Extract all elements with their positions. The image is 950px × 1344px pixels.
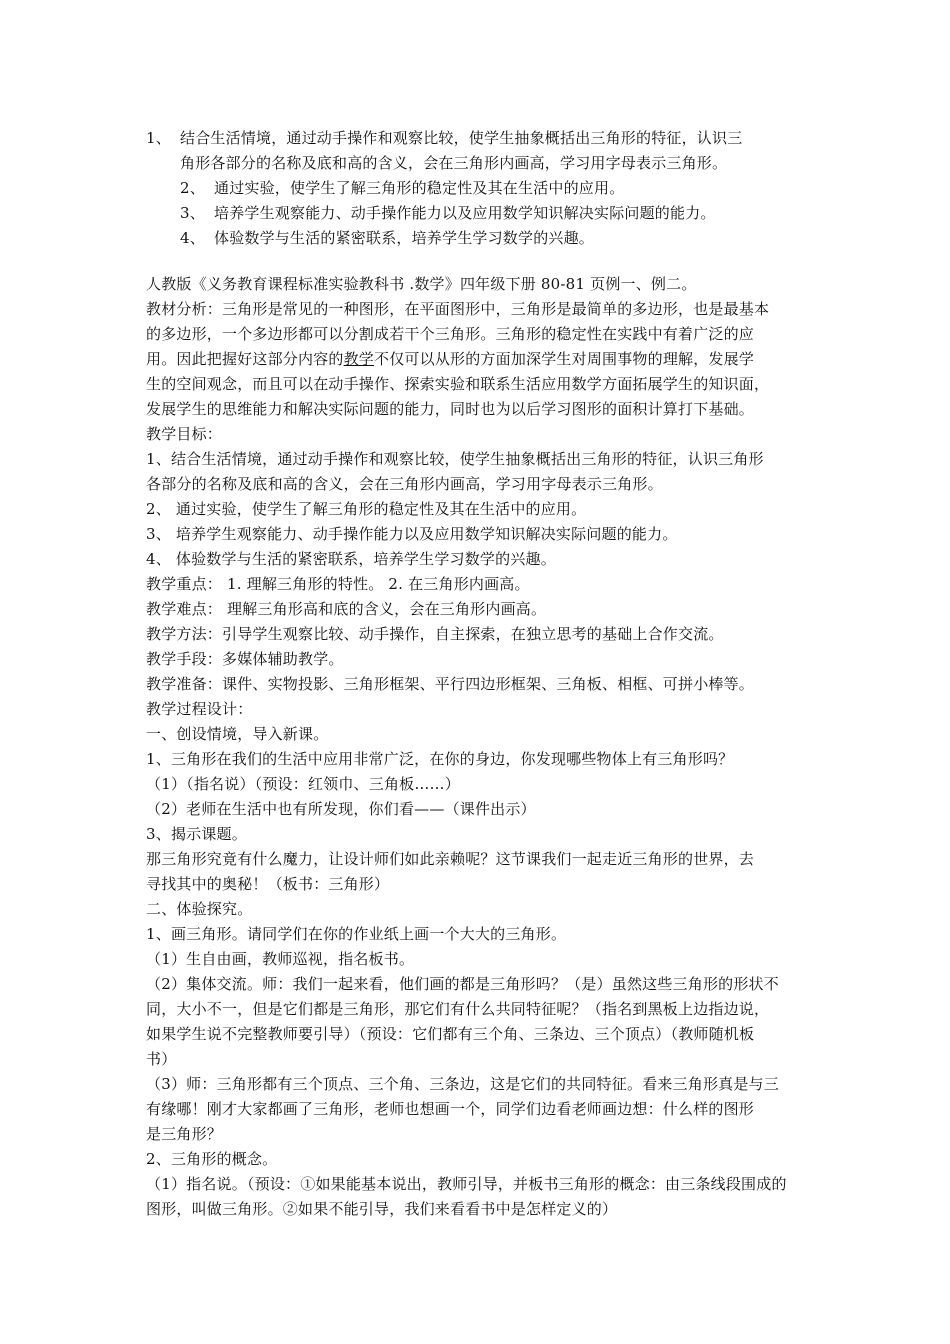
section-1-intro-line-1: 那三角形究竟有什么魔力，让设计师们如此亲赖呢？这节课我们一起走近三角形的世界，去 xyxy=(146,850,755,868)
analysis-line-3 xyxy=(146,347,754,371)
analysis-line-1: 教材分析：三角形是常见的一种图形，在平面图形中，三角形是最简单的多边形，也是最基本 xyxy=(146,300,770,318)
section-2-question-1b-line-2: 同，大小不一，但是它们都是三角形，那它们有什么共同特征呢？（指名到黑板上边指边说， xyxy=(146,1000,770,1018)
objective-1-text: 结合生活情境，通过动手操作和观察比较，使学生抽象概括出三角形的特征，认识三 xyxy=(180,129,743,147)
objective-3-text: 培养学生观察能力、动手操作能力以及应用数学知识解决实际问题的能力。 xyxy=(214,204,716,222)
section-1-question-1a: （1）（指名说）（预设：红领巾、三角板……） xyxy=(146,775,460,793)
goal-2: 2、 通过实验，使学生了解三角形的稳定性及其在生活中的应用。 xyxy=(146,500,587,518)
objective-4-text: 体验数学与生活的紧密联系，培养学生学习数学的兴趣。 xyxy=(214,229,595,247)
teaching-method: 教学方法：引导学生观察比较、动手操作，自主探索，在独立思考的基础上合作交流。 xyxy=(146,625,724,643)
objective-1-line-2: 角形各部分的名称及底和高的含义，会在三角形内画高，学习用字母表示三角形。 xyxy=(180,154,728,172)
teaching-preparation: 教学准备：课件、实物投影、三角形框架、平行四边形框架、三角板、相框、可拼小棒等。 xyxy=(146,675,755,693)
goals-heading: 教学目标： xyxy=(146,425,223,443)
section-1-reveal-topic: 3、揭示课题。 xyxy=(146,825,247,843)
difficulty: 教学难点： 理解三角形高和底的含义，会在三角形内画高。 xyxy=(146,600,547,618)
section-2-question-1a: （1）生自由画，教师巡视，指名板书。 xyxy=(146,950,415,968)
objective-4 xyxy=(180,226,594,250)
section-2-question-2a-line-2: 图形，叫做三角形。②如果不能引导，我们来看看书中是怎样定义的） xyxy=(146,1200,618,1218)
objective-2 xyxy=(180,176,624,200)
objective-3 xyxy=(180,201,716,225)
teaching-link[interactable]: 教学 xyxy=(343,350,375,368)
objective-2-number: 2、 xyxy=(180,179,205,197)
key-points: 教学重点： 1. 理解三角形的特性。 2. 在三角形内画高。 xyxy=(146,575,530,593)
goal-3: 3、 培养学生观察能力、动手操作能力以及应用数学知识解决实际问题的能力。 xyxy=(146,525,678,543)
section-1-question-1b: （2）老师在生活中也有所发现，你们看——（课件出示） xyxy=(146,800,536,818)
analysis-line-4: 生的空间观念，而且可以在动手操作、探索实验和联系生活应用数学方面拓展学生的知识面， xyxy=(146,375,770,393)
analysis-line-2: 的多边形，一个多边形都可以分割成若干个三角形。三角形的稳定性在实践中有着广泛的应 xyxy=(146,325,755,343)
goal-4: 4、 体验数学与生活的紧密联系，培养学生学习数学的兴趣。 xyxy=(146,550,556,568)
objective-1-number: 1、 xyxy=(146,129,171,147)
objective-1-line-1 xyxy=(146,126,742,150)
objective-3-number: 3、 xyxy=(180,204,205,222)
section-2-question-1c-line-2: 有缘哪！刚才大家都画了三角形，老师也想画一个，同学们边看老师画边想：什么样的图形 xyxy=(146,1100,755,1118)
analysis-line-5: 发展学生的思维能力和解决实际问题的能力，同时也为以后学习图形的面积计算打下基础。 xyxy=(146,400,755,418)
section-1-intro-line-2: 寻找其中的奥秘！（板书：三角形） xyxy=(146,875,390,893)
section-2-question-1b-line-1: （2）集体交流。师：我们一起来看，他们画的都是三角形吗？（是）虽然这些三角形的形状不 xyxy=(146,975,779,993)
process-heading: 教学过程设计： xyxy=(146,700,253,718)
goal-1-line-1: 1、结合生活情境，通过动手操作和观察比较，使学生抽象概括出三角形的特征，认识三角形 xyxy=(146,450,764,468)
textbook-source: 人教版《义务教育课程标准实验教科书 .数学》四年级下册 80-81 页例一、例二。 xyxy=(146,275,697,293)
section-2-question-1c-line-1: （3）师：三角形都有三个顶点、三个角、三条边，这是它们的共同特征。看来三角形真是与三 xyxy=(146,1075,779,1093)
section-2-question-1: 1、画三角形。请同学们在你的作业纸上画一个大大的三角形。 xyxy=(146,925,567,943)
section-2-question-1b-line-3: 如果学生说不完整教师要引导）（预设：它们都有三个角、三条边、三个顶点）（教师随机板 xyxy=(146,1025,755,1043)
analysis-line-3-post: 不仅可以从形的方面加深学生对周围事物的理解，发展学 xyxy=(374,350,755,368)
section-2-question-1b-line-4: 书） xyxy=(146,1050,177,1068)
section-2-question-2a-line-1: （1）指名说。（预设：①如果能基本说出，教师引导，并板书三角形的概念：由三条线段围成的 xyxy=(146,1175,787,1193)
section-2-heading: 二、体验探究。 xyxy=(146,900,253,918)
analysis-line-3-pre: 用。因此把握好这部分内容的 xyxy=(146,350,344,368)
objective-2-text: 通过实验，使学生了解三角形的稳定性及其在生活中的应用。 xyxy=(214,179,625,197)
teaching-means: 教学手段：多媒体辅助教学。 xyxy=(146,650,344,668)
section-2-question-1c-line-3: 是三角形？ xyxy=(146,1125,223,1143)
section-1-heading: 一、创设情境，导入新课。 xyxy=(146,725,329,743)
section-2-question-2: 2、三角形的概念。 xyxy=(146,1150,278,1168)
goal-1-line-2: 各部分的名称及底和高的含义，会在三角形内画高，学习用字母表示三角形。 xyxy=(146,475,663,493)
objective-4-number: 4、 xyxy=(180,229,205,247)
section-1-question-1: 1、三角形在我们的生活中应用非常广泛，在你的身边，你发现哪些物体上有三角形吗？ xyxy=(146,750,734,768)
